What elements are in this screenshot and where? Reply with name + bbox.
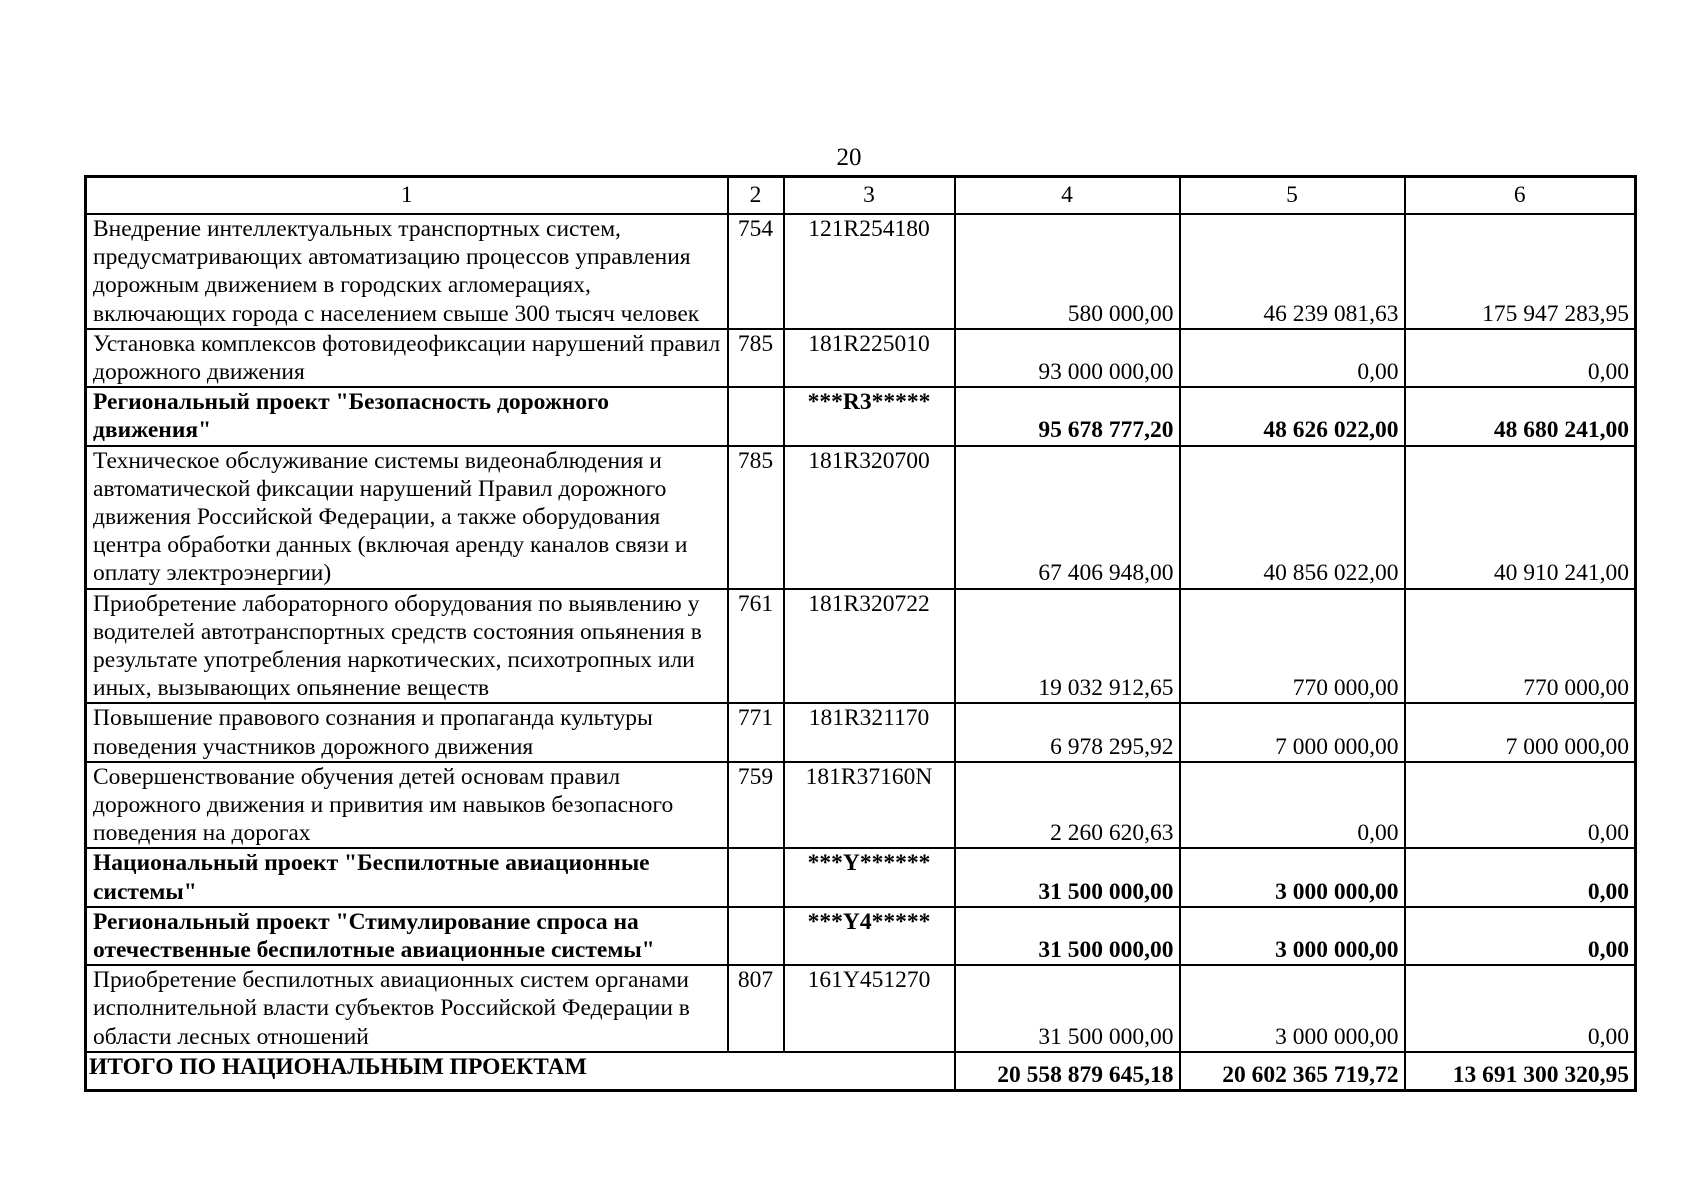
total-label: ИТОГО ПО НАЦИОНАЛЬНЫМ ПРОЕКТАМ xyxy=(86,1052,955,1091)
row-name: Техническое обслуживание системы видеонаблюдения и автоматической фиксации нарушений Правил дорожного движения Российской Федерации, а также оборудования центра обработки данных (включая аренду каналов связи и оплату электроэнергии) xyxy=(86,446,728,589)
row-value-4: 31 500 000,00 xyxy=(955,848,1180,906)
row-code: 807 xyxy=(728,965,784,1052)
row-value-5: 3 000 000,00 xyxy=(1180,907,1405,965)
row-name: Приобретение беспилотных авиационных систем органами исполнительной власти субъектов Российской Федерации в области лесных отношений xyxy=(86,965,728,1052)
row-value-4: 6 978 295,92 xyxy=(955,703,1180,761)
row-csr: 121R254180 xyxy=(784,214,955,329)
row-code xyxy=(728,387,784,445)
table-row xyxy=(86,762,1636,849)
column-header-4: 4 xyxy=(955,177,1180,215)
row-value-4: 67 406 948,00 xyxy=(955,446,1180,589)
row-value-5: 7 000 000,00 xyxy=(1180,703,1405,761)
budget-table xyxy=(84,175,1637,1092)
row-name: Региональный проект "Стимулирование спроса на отечественные беспилотные авиационные системы" xyxy=(86,907,728,965)
row-code: 759 xyxy=(728,762,784,849)
table-row xyxy=(86,965,1636,1052)
table-row-project xyxy=(86,848,1636,906)
row-value-5: 0,00 xyxy=(1180,762,1405,849)
row-code xyxy=(728,848,784,906)
total-value-5: 20 602 365 719,72 xyxy=(1180,1052,1405,1091)
table-row xyxy=(86,703,1636,761)
column-header-2: 2 xyxy=(728,177,784,215)
row-value-5: 0,00 xyxy=(1180,329,1405,387)
row-value-6: 770 000,00 xyxy=(1405,589,1636,704)
row-value-4: 95 678 777,20 xyxy=(955,387,1180,445)
table-row xyxy=(86,589,1636,704)
row-code: 754 xyxy=(728,214,784,329)
page-number: 20 xyxy=(836,144,862,171)
row-csr: 181R320700 xyxy=(784,446,955,589)
table-row xyxy=(86,446,1636,589)
row-value-4: 580 000,00 xyxy=(955,214,1180,329)
row-value-6: 0,00 xyxy=(1405,907,1636,965)
row-code: 785 xyxy=(728,329,784,387)
row-value-4: 2 260 620,63 xyxy=(955,762,1180,849)
row-value-5: 770 000,00 xyxy=(1180,589,1405,704)
row-csr: 181R225010 xyxy=(784,329,955,387)
row-name: Повышение правового сознания и пропаганда культуры поведения участников дорожного движения xyxy=(86,703,728,761)
row-value-5: 40 856 022,00 xyxy=(1180,446,1405,589)
table-row xyxy=(86,329,1636,387)
row-value-4: 31 500 000,00 xyxy=(955,907,1180,965)
row-code: 771 xyxy=(728,703,784,761)
row-name: Приобретение лабораторного оборудования по выявлению у водителей автотранспортных средств состояния опьянения в результате употребления наркотических, психотропных или иных, вызывающих опьянение веществ xyxy=(86,589,728,704)
row-name: Региональный проект "Безопасность дорожного движения" xyxy=(86,387,728,445)
column-header-1: 1 xyxy=(86,177,728,215)
row-value-6: 0,00 xyxy=(1405,762,1636,849)
row-value-4: 93 000 000,00 xyxy=(955,329,1180,387)
row-csr: ***Y4***** xyxy=(784,907,955,965)
row-code: 761 xyxy=(728,589,784,704)
row-csr: ***Y****** xyxy=(784,848,955,906)
column-header-5: 5 xyxy=(1180,177,1405,215)
row-csr: 181R321170 xyxy=(784,703,955,761)
column-header-3: 3 xyxy=(784,177,955,215)
row-value-6: 0,00 xyxy=(1405,329,1636,387)
total-value-6: 13 691 300 320,95 xyxy=(1405,1052,1636,1091)
row-value-6: 0,00 xyxy=(1405,848,1636,906)
column-header-6: 6 xyxy=(1405,177,1636,215)
row-value-4: 19 032 912,65 xyxy=(955,589,1180,704)
row-csr: 181R320722 xyxy=(784,589,955,704)
total-row xyxy=(86,1052,1636,1091)
row-csr: 161Y451270 xyxy=(784,965,955,1052)
row-csr: 181R37160N xyxy=(784,762,955,849)
row-code xyxy=(728,907,784,965)
table-row-project xyxy=(86,907,1636,965)
row-value-6: 48 680 241,00 xyxy=(1405,387,1636,445)
row-value-6: 175 947 283,95 xyxy=(1405,214,1636,329)
row-value-5: 48 626 022,00 xyxy=(1180,387,1405,445)
row-value-6: 0,00 xyxy=(1405,965,1636,1052)
row-value-6: 40 910 241,00 xyxy=(1405,446,1636,589)
table-row xyxy=(86,214,1636,329)
row-name: Совершенствование обучения детей основам правил дорожного движения и привития им навыков безопасного поведения на дорогах xyxy=(86,762,728,849)
row-value-5: 46 239 081,63 xyxy=(1180,214,1405,329)
row-value-5: 3 000 000,00 xyxy=(1180,848,1405,906)
row-value-6: 7 000 000,00 xyxy=(1405,703,1636,761)
row-code: 785 xyxy=(728,446,784,589)
total-value-4: 20 558 879 645,18 xyxy=(955,1052,1180,1091)
row-csr: ***R3***** xyxy=(784,387,955,445)
row-name: Национальный проект "Беспилотные авиационные системы" xyxy=(86,848,728,906)
row-name: Установка комплексов фотовидеофиксации нарушений правил дорожного движения xyxy=(86,329,728,387)
row-value-4: 31 500 000,00 xyxy=(955,965,1180,1052)
row-name: Внедрение интеллектуальных транспортных систем, предусматривающих автоматизацию процессов управления дорожным движением в городских агломерациях, включающих города с населением свыше 300 тысяч человек xyxy=(86,214,728,329)
table-header-row xyxy=(86,177,1636,215)
row-value-5: 3 000 000,00 xyxy=(1180,965,1405,1052)
table-row-project xyxy=(86,387,1636,445)
